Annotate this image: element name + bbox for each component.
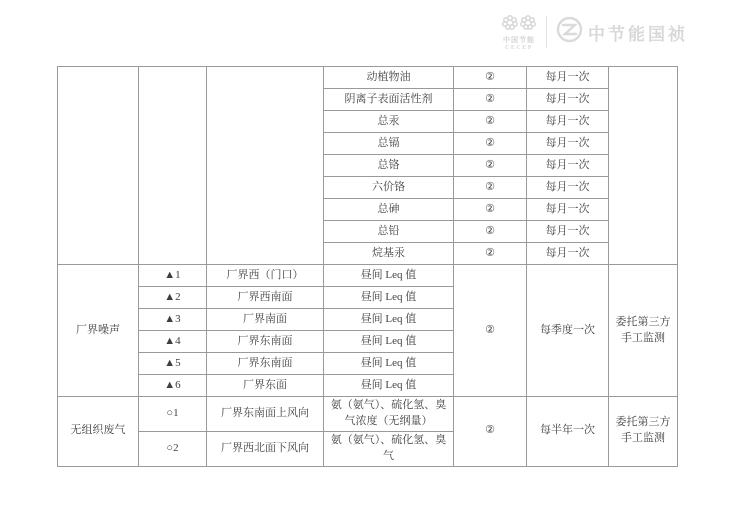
point-cell: ○1 [139, 397, 207, 432]
freq-cell: 每月一次 [527, 155, 609, 177]
method-cell: ② [454, 221, 527, 243]
monitoring-table [57, 66, 678, 467]
point-cell: ○2 [139, 431, 207, 466]
param-cell: 总汞 [324, 111, 454, 133]
point-cell: ▲1 [139, 265, 207, 287]
point-cell: ▲2 [139, 287, 207, 309]
param-cell: 总铅 [324, 221, 454, 243]
param-cell: 昼间 Leq 值 [324, 265, 454, 287]
param-cell: 昼间 Leq 值 [324, 309, 454, 331]
param-cell: 昼间 Leq 值 [324, 287, 454, 309]
location-cell: 厂界西北面下风向 [207, 431, 324, 466]
fugitive-gas-section [58, 397, 678, 467]
freq-cell: 每月一次 [527, 199, 609, 221]
guozhen-logo [556, 16, 688, 48]
cecep-flower-icon [501, 13, 537, 35]
category-cell: 无组织废气 [58, 397, 139, 467]
freq-cell: 每月一次 [527, 177, 609, 199]
freq-cell: 每月一次 [527, 111, 609, 133]
method-cell: ② [454, 111, 527, 133]
param-cell: 昼间 Leq 值 [324, 331, 454, 353]
method-cell: ② [454, 133, 527, 155]
point-cell: ▲3 [139, 309, 207, 331]
table-row [58, 265, 678, 287]
freq-cell: 每季度一次 [527, 265, 609, 397]
param-cell: 氨（氨气）、硫化氢、臭气浓度（无纲量） [324, 397, 454, 432]
method-cell: ② [454, 199, 527, 221]
freq-cell: 每月一次 [527, 243, 609, 265]
param-cell: 总镉 [324, 133, 454, 155]
param-cell: 总砷 [324, 199, 454, 221]
method-cell: ② [454, 397, 527, 467]
monthly-monitoring-section [58, 67, 678, 265]
location-cell: 厂界东南面上风向 [207, 397, 324, 432]
method-cell: ② [454, 243, 527, 265]
table-row [58, 397, 678, 432]
org-cell: 委托第三方手工监测 [609, 397, 678, 467]
cecep-logo [501, 13, 537, 51]
location-cell: 厂界东南面 [207, 331, 324, 353]
cecep-cn-label: 中国节能 [503, 36, 535, 44]
boundary-noise-section [58, 265, 678, 397]
param-cell: 昼间 Leq 值 [324, 353, 454, 375]
param-cell: 总铬 [324, 155, 454, 177]
point-cell: ▲4 [139, 331, 207, 353]
guozhen-circle-icon [556, 16, 583, 48]
org-cell: 委托第三方手工监测 [609, 265, 678, 397]
method-cell: ② [454, 265, 527, 397]
empty-category-cell [58, 67, 139, 265]
location-cell: 厂界东南面 [207, 353, 324, 375]
empty-org-cell [609, 67, 678, 265]
point-cell: ▲5 [139, 353, 207, 375]
freq-cell: 每月一次 [527, 221, 609, 243]
freq-cell: 每月一次 [527, 133, 609, 155]
param-cell: 动植物油 [324, 67, 454, 89]
logo-divider [546, 16, 547, 48]
freq-cell: 每月一次 [527, 67, 609, 89]
location-cell: 厂界东面 [207, 375, 324, 397]
location-cell: 厂界南面 [207, 309, 324, 331]
method-cell: ② [454, 89, 527, 111]
header-logo-block [501, 13, 688, 51]
param-cell: 昼间 Leq 值 [324, 375, 454, 397]
method-cell: ② [454, 177, 527, 199]
table-row [58, 67, 678, 89]
point-cell: ▲6 [139, 375, 207, 397]
category-cell: 厂界噪声 [58, 265, 139, 397]
param-cell: 阴离子表面活性剂 [324, 89, 454, 111]
freq-cell: 每半年一次 [527, 397, 609, 467]
location-cell: 厂界西南面 [207, 287, 324, 309]
guozhen-logo-text: 中节能国祯 [588, 24, 688, 44]
param-cell: 氨（氨气）、硫化氢、臭气 [324, 431, 454, 466]
empty-location-cell [207, 67, 324, 265]
freq-cell: 每月一次 [527, 89, 609, 111]
method-cell: ② [454, 67, 527, 89]
param-cell: 六价铬 [324, 177, 454, 199]
param-cell: 烷基汞 [324, 243, 454, 265]
location-cell: 厂界西（门口） [207, 265, 324, 287]
method-cell: ② [454, 155, 527, 177]
cecep-en-label: CECEP [505, 45, 533, 51]
empty-point-cell [139, 67, 207, 265]
